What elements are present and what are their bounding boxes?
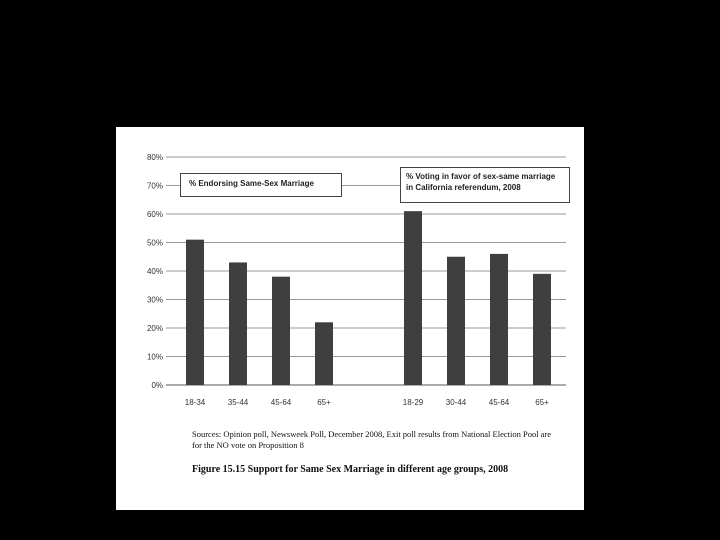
y-tick-label: 70%	[146, 181, 163, 191]
x-tick-label: 30-44	[445, 398, 467, 407]
bar	[272, 277, 290, 385]
chart-figure	[116, 127, 584, 510]
x-tick-label: 45-64	[270, 398, 292, 407]
x-tick-label: 65+	[535, 398, 549, 407]
bar	[186, 240, 204, 385]
bar	[404, 211, 422, 385]
y-tick-label: 20%	[146, 324, 163, 333]
y-tick-label: 60%	[146, 210, 163, 219]
figure-caption: Figure 15.15 Support for Same Sex Marriage in different age groups, 2008	[192, 464, 509, 475]
legend-voting-label: % Voting in favor of sex-same marriage in California referendum, 2008	[406, 172, 556, 192]
bar	[490, 254, 508, 385]
y-tick-label: 40%	[146, 267, 163, 276]
x-tick-label: 45-64	[488, 398, 510, 407]
source-note: Sources: Opinion poll, Newsweek Poll, December 2008, Exit poll results from National Election Pool are for the NO vote on Proposition 8	[192, 429, 552, 450]
y-tick-label: 50%	[146, 238, 163, 248]
y-tick-label: 80%	[146, 153, 163, 162]
bar	[533, 274, 551, 385]
y-tick-label: 0%	[151, 381, 163, 390]
y-tick-label: 30%	[146, 295, 163, 305]
legend-endorsing	[180, 173, 342, 197]
bar	[315, 322, 333, 385]
legend-voting	[400, 167, 570, 203]
y-tick-label: 10%	[146, 352, 163, 362]
x-tick-label: 35-44	[227, 398, 249, 407]
x-tick-label: 18-34	[184, 398, 206, 407]
bar	[229, 262, 247, 385]
x-tick-label: 18-29	[402, 398, 424, 407]
legend-endorsing-label: % Endorsing Same-Sex Marriage	[189, 179, 314, 188]
x-tick-label: 65+	[317, 398, 331, 407]
bar	[447, 257, 465, 385]
